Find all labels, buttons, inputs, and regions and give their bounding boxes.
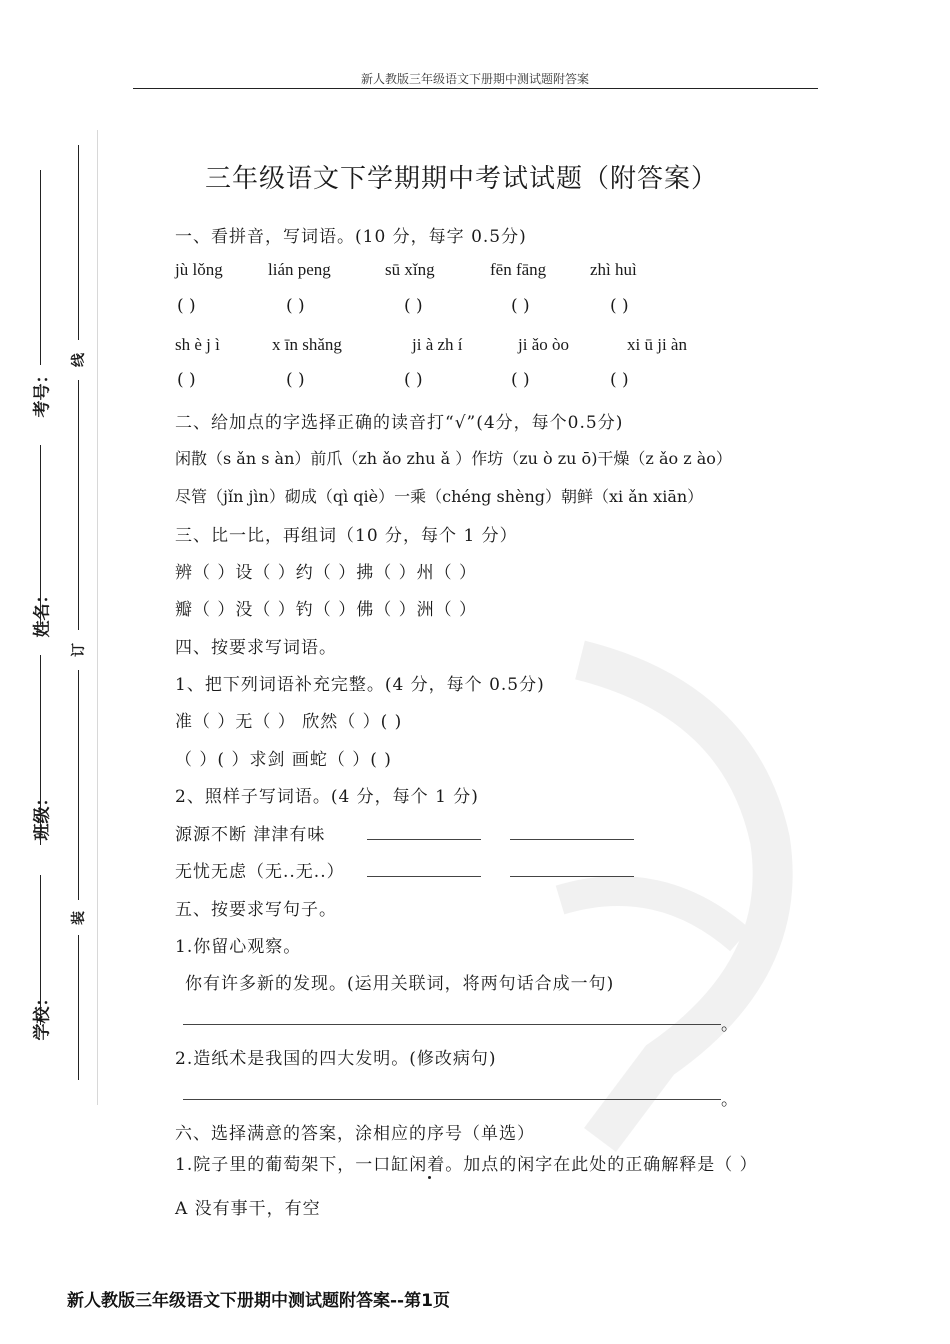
pinyin-1-1: jù lǒng bbox=[175, 260, 223, 279]
exam-number-label: 考号： bbox=[32, 366, 53, 418]
exam-number-line bbox=[40, 170, 41, 365]
section2-line2: 尽管（jǐn jìn）砌成（qì qiè）一乘（chéng shèng）朝鲜（xi ǎn xiān） bbox=[175, 487, 704, 506]
pinyin-1-4: fēn fāng bbox=[490, 260, 547, 279]
answer-blank-1-5[interactable]: ( ) bbox=[610, 296, 629, 316]
class-label: 班级： bbox=[32, 789, 53, 841]
pinyin-2-4: ji ǎo òo bbox=[518, 335, 569, 354]
emphasis-dot bbox=[428, 1176, 431, 1179]
answer-blank-2-2[interactable]: ( ) bbox=[286, 370, 305, 390]
section2-heading: 二、给加点的字选择正确的读音打“√”(4分，每个0.5分) bbox=[175, 413, 624, 433]
section4-q1: 1、把下列词语补充完整。(4 分，每个 0.5分) bbox=[175, 675, 545, 695]
cut-line-mid-upper bbox=[78, 380, 79, 630]
section5-q1-instruction: 你有许多新的发现。(运用关联词，将两句话合成一句) bbox=[185, 974, 615, 994]
pinyin-2-3: ji à zh í bbox=[412, 335, 463, 354]
answer-blank-2-4[interactable]: ( ) bbox=[511, 370, 530, 390]
cut-line-mid-lower bbox=[78, 670, 79, 900]
period-5-2: 。 bbox=[721, 1090, 739, 1110]
answer-blank-1-3[interactable]: ( ) bbox=[404, 296, 423, 316]
section4-q2: 2、照样子写词语。(4 分，每个 1 分) bbox=[175, 787, 479, 807]
seal-word-bind: 装 bbox=[71, 911, 87, 925]
section4-q1-line1: 准（ ）无（ ） 欣然（ ）( ) bbox=[175, 712, 403, 732]
answer-blank-2-3[interactable]: ( ) bbox=[404, 370, 423, 390]
answer-line-5-2[interactable] bbox=[183, 1098, 721, 1100]
section3-row1: 辨（ ）设（ ）约（ ）拂（ ）州（ ） bbox=[175, 563, 478, 583]
answer-line-5-1[interactable] bbox=[183, 1023, 721, 1025]
section6-q1: 1.院子里的葡萄架下，一口缸闲着。加点的闲字在此处的正确解释是（ ） bbox=[175, 1155, 758, 1175]
pinyin-1-5: zhì huì bbox=[590, 260, 637, 279]
answer-blank-1-2[interactable]: ( ) bbox=[286, 296, 305, 316]
section6-heading: 六、选择满意的答案，涂相应的序号（单选） bbox=[175, 1124, 535, 1144]
seal-word-staple: 订 bbox=[71, 643, 87, 657]
pinyin-2-1: sh è j ì bbox=[175, 335, 220, 354]
section3-row2: 瓣（ ）没（ ）钓（ ）佛（ ）洲（ ） bbox=[175, 600, 478, 620]
pinyin-2-5: xi ū ji àn bbox=[627, 335, 687, 354]
answer-line-4-3[interactable] bbox=[367, 875, 481, 877]
section1-heading: 一、看拼音，写词语。(10 分，每字 0.5分) bbox=[175, 227, 527, 247]
page-footer: 新人教版三年级语文下册期中测试题附答案--第1页 bbox=[67, 1291, 450, 1311]
name-label: 姓名： bbox=[32, 586, 53, 638]
section4-heading: 四、按要求写词语。 bbox=[175, 638, 337, 658]
cut-line-top bbox=[78, 145, 79, 340]
section4-q1-line2: （ ）( ）求剑 画蛇（ ）( ) bbox=[175, 750, 392, 770]
pinyin-2-2: x īn shǎng bbox=[272, 335, 342, 354]
pinyin-1-2: lián peng bbox=[268, 260, 331, 279]
binding-margin bbox=[0, 130, 98, 1105]
watermark-graphic bbox=[540, 640, 800, 1160]
school-label: 学校： bbox=[32, 989, 53, 1041]
pinyin-1-3: sū xǐng bbox=[385, 260, 435, 279]
section4-q2-line2: 无忧无虑（无..无..） bbox=[175, 862, 345, 882]
page-title: 三年级语文下学期期中考试试题（附答案） bbox=[205, 164, 719, 194]
section5-heading: 五、按要求写句子。 bbox=[175, 900, 337, 920]
section2-line1: 闲散（s ǎn s àn）前爪（zh ǎo zhu ǎ ）作坊（zu ò zu ō)干燥（z ǎo z ào） bbox=[175, 449, 732, 468]
section5-q1: 1.你留心观察。 bbox=[175, 937, 302, 957]
answer-line-4-2[interactable] bbox=[510, 838, 634, 840]
period-5-1: 。 bbox=[721, 1015, 739, 1035]
seal-word-line: 线 bbox=[71, 353, 87, 367]
cut-line-bottom bbox=[78, 935, 79, 1080]
answer-line-4-4[interactable] bbox=[510, 875, 634, 877]
running-header: 新人教版三年级语文下册期中测试题附答案 bbox=[360, 72, 589, 86]
section3-heading: 三、比一比，再组词（10 分，每个 1 分） bbox=[175, 526, 518, 546]
header-rule bbox=[133, 88, 818, 89]
answer-blank-2-5[interactable]: ( ) bbox=[610, 370, 629, 390]
section4-q2-line1: 源源不断 津津有味 bbox=[175, 825, 326, 845]
answer-blank-1-4[interactable]: ( ) bbox=[511, 296, 530, 316]
section6-option-a[interactable]: A 没有事干，有空 bbox=[175, 1199, 321, 1219]
section5-q2: 2.造纸术是我国的四大发明。(修改病句) bbox=[175, 1049, 497, 1069]
answer-blank-1-1[interactable]: ( ) bbox=[177, 296, 196, 316]
answer-line-4-1[interactable] bbox=[367, 838, 481, 840]
answer-blank-2-1[interactable]: ( ) bbox=[177, 370, 196, 390]
